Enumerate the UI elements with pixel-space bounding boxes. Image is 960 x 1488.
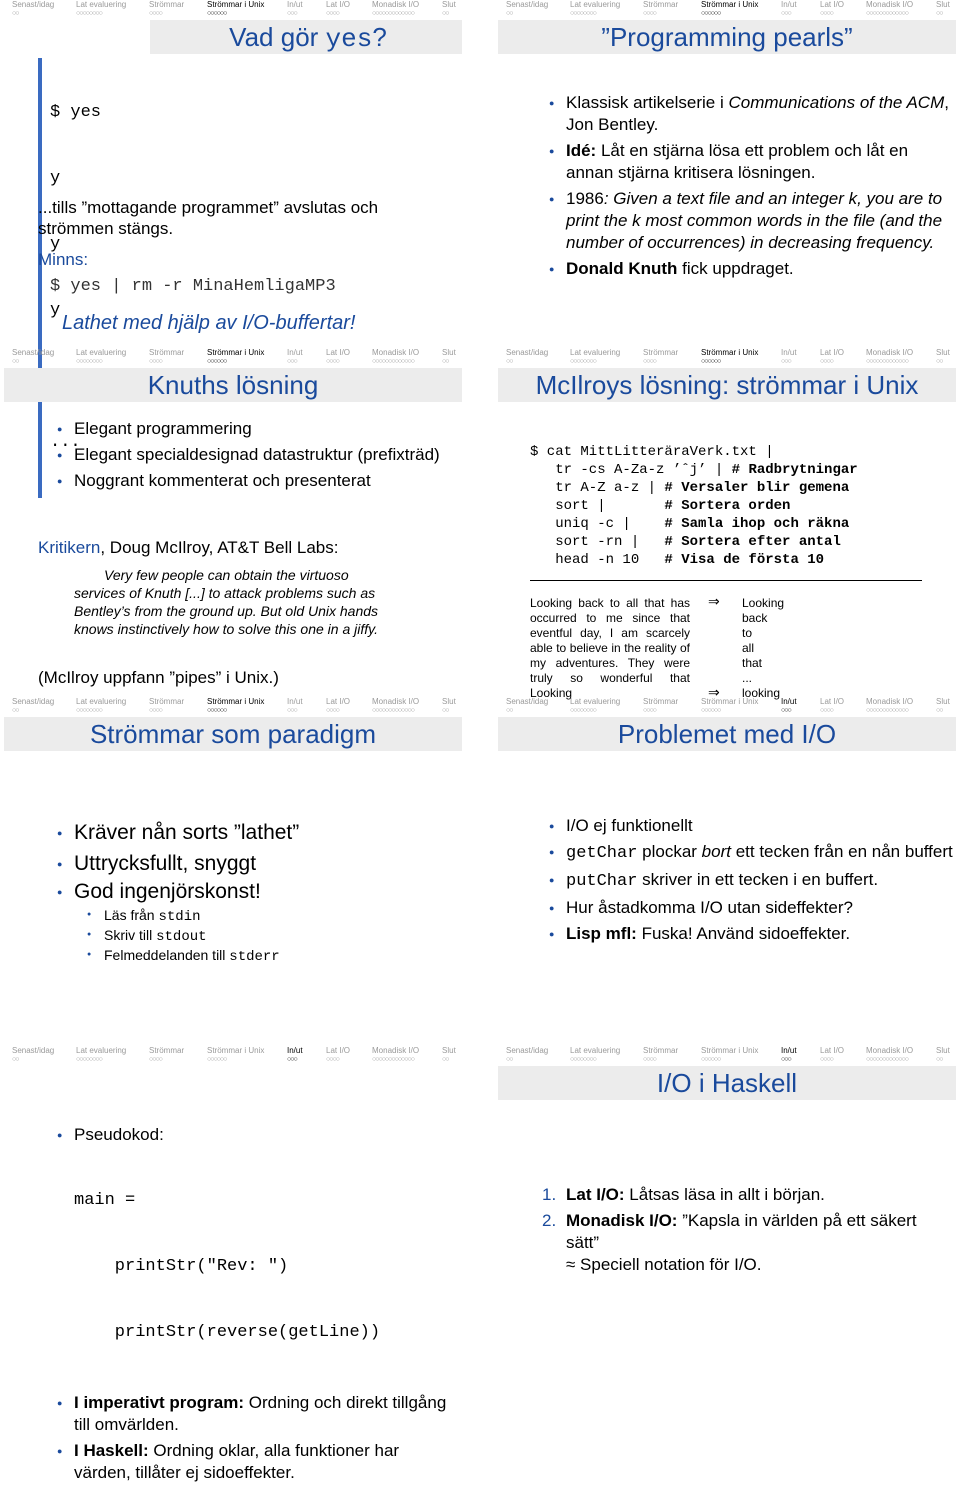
nav-section-label: In/ut — [287, 697, 303, 706]
nav-progress-dots: ○○○○ — [820, 358, 833, 365]
code-comment: # Versaler blir gemena — [664, 480, 850, 496]
nav-section[interactable] — [820, 348, 844, 365]
bullet: ● I Haskell: Ordning oklar, alla funktioner har värden, tillåter ej sidoeffekter. — [52, 1440, 452, 1484]
nav-progress-dots: ○○○○ — [643, 358, 656, 365]
divider — [530, 580, 922, 581]
nav-progress-dots: ○○○ — [781, 358, 791, 365]
nav-progress-dots: ○○○○ — [643, 707, 656, 714]
nav-section[interactable] — [326, 697, 350, 714]
nav-section[interactable] — [287, 0, 303, 17]
code-comment: # Samla ihop och räkna — [664, 516, 850, 532]
bullet: ● getChar plockar bort ett tecken från en nån buffert — [544, 841, 954, 865]
nav-progress-dots: ○○○○ — [149, 358, 162, 365]
nav-bar — [0, 348, 466, 368]
nav-section[interactable] — [76, 348, 126, 365]
sub-bullet: ● Felmeddelanden till stderr — [82, 946, 299, 966]
shell-command: $ cat MittLitteräraVerk.txt | — [530, 444, 774, 460]
nav-section[interactable] — [570, 1046, 620, 1063]
code-line — [530, 497, 858, 515]
nav-section-label: In/ut — [781, 697, 797, 706]
code-line — [530, 551, 858, 569]
nav-section-label: Senast/idag — [12, 697, 55, 706]
nav-section-label: Lat I/O — [820, 1046, 845, 1055]
slide-io-i-haskell — [494, 1046, 960, 1310]
nav-section-label: Lat I/O — [820, 697, 845, 706]
nav-section-label: Senast/idag — [12, 1046, 55, 1055]
nav-section[interactable] — [781, 1046, 797, 1063]
critic-line: Kritikern, Doug McIlroy, AT&T Bell Labs: — [38, 538, 339, 557]
nav-section[interactable] — [506, 697, 548, 714]
word-list — [742, 596, 785, 700]
word-item: Looking — [742, 596, 785, 610]
numbered-item: 2. Monadisk I/O: ”Kapsla in världen på ett säkert sätt” ≈ Speciell notation för I/O. — [542, 1211, 917, 1274]
nav-progress-dots: ○○○○○○ — [207, 707, 227, 714]
bullet: ● Elegant specialdesignad datastruktur (prefixträd) — [52, 444, 452, 466]
code-line — [530, 479, 858, 497]
slide-title: McIlroys lösning: strömmar i Unix — [535, 370, 919, 400]
bullet: ● I imperativt program: Ordning och direkt tillgång till omvärlden. — [52, 1392, 452, 1436]
nav-section-label: Strömmar i Unix — [701, 697, 759, 706]
nav-section-label: Monadisk I/O — [372, 1046, 420, 1055]
nav-progress-dots: ○○○ — [287, 707, 297, 714]
nav-section-label: Lat I/O — [820, 348, 845, 357]
shell-command: uniq -c | — [530, 516, 665, 532]
nav-progress-dots: ○○ — [442, 1056, 449, 1063]
nav-section[interactable] — [372, 0, 419, 17]
arrow-icon: ⇒ — [708, 593, 720, 609]
mcilroy-quote: Very few people can obtain the virtuoso services of Knuth [...] to attack problems such as Bentley’s from the ground up. But old Unix hands knows instinctively how to solve this one in a jiffy. — [74, 567, 379, 637]
nav-section-label: Strömmar — [149, 0, 185, 9]
nav-progress-dots: ○○○○ — [643, 10, 656, 17]
code-comment: # Radbrytningar — [731, 462, 858, 478]
nav-progress-dots: ○○○○ — [820, 10, 833, 17]
slide-content — [52, 819, 299, 966]
nav-progress-dots: ○○○○○○○○○○○○○ — [866, 10, 908, 17]
nav-progress-dots: ○○○○○○ — [701, 10, 721, 17]
nav-section[interactable] — [442, 0, 456, 17]
buffer-note: Lathet med hjälp av I/O-buffertar! — [62, 312, 356, 334]
code-line: ... — [50, 433, 81, 452]
nav-section[interactable] — [781, 348, 797, 365]
nav-section[interactable] — [372, 1046, 419, 1063]
nav-progress-dots: ○○○○○○○○○○○○○ — [866, 1056, 908, 1063]
code-comment: # Visa de första 10 — [664, 552, 825, 568]
slide-content — [544, 92, 954, 284]
nav-section[interactable] — [866, 0, 913, 17]
unix-pipeline — [530, 443, 858, 569]
nav-progress-dots: ○○ — [442, 10, 449, 17]
nav-bar — [0, 1046, 466, 1066]
nav-section-label: Slut — [936, 0, 950, 9]
pseudo-code — [74, 1146, 452, 1388]
nav-section[interactable] — [866, 1046, 913, 1063]
slide-strommar-som-paradigm — [0, 697, 466, 1040]
bullet: ● putChar skriver in ett tecken i en buffert. — [544, 869, 954, 893]
slide-pseudokod — [0, 1046, 466, 1482]
nav-progress-dots: ○○○○ — [643, 1056, 656, 1063]
shell-command: sort -rn | — [530, 534, 665, 550]
pipes-note: (McIlroy uppfann ”pipes” i Unix.) — [38, 668, 279, 687]
nav-section[interactable] — [207, 697, 264, 714]
nav-section-label: In/ut — [781, 348, 797, 357]
nav-section-label: Senast/idag — [506, 1046, 549, 1055]
nav-progress-dots: ○○ — [506, 1056, 513, 1063]
bullet: ● God ingenjörskonst! — [52, 878, 299, 906]
nav-progress-dots: ○○ — [936, 10, 943, 17]
nav-section[interactable] — [207, 0, 264, 17]
nav-section-label: Slut — [442, 697, 456, 706]
nav-section[interactable] — [287, 697, 303, 714]
nav-progress-dots: ○○○○○○○○○○○○○ — [866, 707, 908, 714]
nav-section[interactable] — [207, 348, 264, 365]
nav-section[interactable] — [820, 0, 844, 17]
nav-section-label: Strömmar — [149, 1046, 185, 1055]
nav-section[interactable] — [76, 1046, 126, 1063]
nav-progress-dots: ○○ — [936, 358, 943, 365]
nav-progress-dots: ○○○○○○○○○○○○○ — [372, 1056, 414, 1063]
nav-section-label: Senast/idag — [506, 697, 549, 706]
nav-progress-dots: ○○ — [506, 10, 513, 17]
code-line: printStr(reverse(getLine)) — [74, 1323, 381, 1342]
nav-progress-dots: ○○○ — [781, 10, 791, 17]
nav-section-label: Strömmar — [149, 697, 185, 706]
nav-section[interactable] — [781, 0, 797, 17]
nav-section[interactable] — [570, 0, 620, 17]
nav-bar — [494, 0, 960, 20]
code-line: y — [50, 301, 61, 320]
nav-section[interactable] — [701, 1046, 758, 1063]
nav-section[interactable] — [506, 1046, 548, 1063]
nav-progress-dots: ○○ — [442, 707, 449, 714]
nav-section[interactable] — [570, 348, 620, 365]
nav-progress-dots: ○○○○ — [820, 707, 833, 714]
nav-section-label: Lat evaluering — [570, 1046, 621, 1055]
nav-progress-dots: ○○ — [936, 1056, 943, 1063]
nav-section-label: Monadisk I/O — [866, 0, 914, 9]
code-line — [530, 461, 858, 479]
nav-section-label: Lat evaluering — [76, 0, 127, 9]
nav-section-label: Lat evaluering — [570, 348, 621, 357]
bullet: ● Klassisk artikelserie i Communications of the ACM, Jon Bentley. — [544, 92, 954, 136]
nav-progress-dots: ○○○○○○○○○○○○○ — [372, 358, 414, 365]
nav-progress-dots: ○○○○○○○○○○○○○ — [372, 10, 414, 17]
nav-section-label: In/ut — [287, 0, 303, 9]
nav-section[interactable] — [643, 0, 678, 17]
nav-section[interactable] — [149, 0, 184, 17]
nav-section[interactable] — [326, 1046, 350, 1063]
nav-progress-dots: ○○○○○○○○○○○○○ — [866, 358, 908, 365]
nav-section-label: Strömmar i Unix — [207, 697, 265, 706]
bullet: ● Uttrycksfullt, snyggt — [52, 850, 299, 878]
bullet: ● Pseudokod: — [52, 1124, 452, 1146]
arrow-icon: ⇒ — [708, 684, 720, 700]
nav-section[interactable] — [372, 697, 419, 714]
nav-section-label: Monadisk I/O — [866, 697, 914, 706]
nav-section[interactable] — [287, 1046, 303, 1063]
slide-knuths-losning — [0, 348, 466, 691]
code-line — [530, 443, 858, 461]
nav-progress-dots: ○○○○ — [326, 10, 339, 17]
bullet: ● Donald Knuth fick uppdraget. — [544, 258, 954, 280]
nav-progress-dots: ○○○○ — [149, 10, 162, 17]
nav-section[interactable] — [936, 1046, 950, 1063]
nav-section-label: In/ut — [287, 348, 303, 357]
nav-section[interactable] — [701, 697, 758, 714]
slide-title: I/O i Haskell — [656, 1068, 798, 1098]
nav-bar — [0, 0, 466, 20]
nav-progress-dots: ○○ — [12, 10, 19, 17]
nav-section[interactable] — [287, 348, 303, 365]
nav-section-label: Senast/idag — [12, 0, 55, 9]
nav-bar — [0, 697, 466, 717]
approx-note: ≈ Speciell notation för I/O. — [566, 1255, 762, 1274]
nav-progress-dots: ○○○○○○○○ — [570, 358, 596, 365]
nav-progress-dots: ○○ — [506, 707, 513, 714]
nav-progress-dots: ○○○○ — [326, 358, 339, 365]
code-line: printStr("Rev: ") — [74, 1257, 289, 1276]
nav-section-label: Strömmar i Unix — [701, 0, 759, 9]
nav-progress-dots: ○○○○ — [820, 1056, 833, 1063]
bullet: ● 1986: Given a text file and an integer k, you are to print the k most common words in the file (and the number of occurrences) in decreasing frequency. — [544, 188, 954, 254]
nav-section-label: Strömmar i Unix — [207, 0, 265, 9]
nav-progress-dots: ○○○○○○ — [207, 1056, 227, 1063]
nav-section-label: Strömmar i Unix — [207, 348, 265, 357]
nav-section[interactable] — [326, 0, 350, 17]
nav-section[interactable] — [506, 348, 548, 365]
nav-section[interactable] — [936, 348, 950, 365]
code-line: main = — [74, 1191, 136, 1210]
shell-command: tr -cs A-Za-z ’ˆj’ | — [530, 462, 732, 478]
slide-title: Knuths lösning — [147, 370, 319, 400]
nav-progress-dots: ○○○ — [287, 358, 297, 365]
nav-section[interactable] — [12, 0, 54, 17]
nav-progress-dots: ○○○ — [287, 10, 297, 17]
slide-content — [52, 418, 452, 496]
nav-progress-dots: ○○○○○○ — [207, 358, 227, 365]
nav-section[interactable] — [12, 348, 54, 365]
nav-progress-dots: ○○○○○○○○ — [76, 707, 102, 714]
code-comment: # Sortera orden — [664, 498, 791, 514]
sub-bullet: ● Skriv till stdout — [82, 926, 299, 946]
nav-bar — [494, 697, 960, 717]
nav-progress-dots: ○○○○○○○○○○○○○ — [372, 707, 414, 714]
slide-content — [542, 1184, 952, 1280]
bullet: ● Noggrant kommenterat och presenterat — [52, 470, 452, 492]
nav-progress-dots: ○○○○○○ — [701, 1056, 721, 1063]
nav-section[interactable] — [820, 697, 844, 714]
nav-section-label: Strömmar i Unix — [207, 1046, 265, 1055]
nav-section-label: Monadisk I/O — [372, 0, 420, 9]
word-item: all — [742, 641, 755, 655]
nav-section-label: Senast/idag — [506, 0, 549, 9]
word-item: ... — [742, 671, 753, 685]
slide-content — [52, 1124, 452, 1488]
nav-section[interactable] — [326, 348, 350, 365]
nav-section-label: Strömmar i Unix — [701, 348, 759, 357]
nav-progress-dots: ○○○○○○ — [701, 707, 721, 714]
nav-section[interactable] — [820, 1046, 844, 1063]
nav-section[interactable] — [12, 697, 54, 714]
nav-section[interactable] — [643, 348, 678, 365]
sub-bullet: ● Läs från stdin — [82, 906, 299, 926]
nav-section-label: In/ut — [781, 1046, 797, 1055]
nav-section[interactable] — [701, 0, 758, 17]
nav-progress-dots: ○○ — [442, 358, 449, 365]
nav-section-label: Strömmar — [643, 1046, 679, 1055]
nav-section-label: Lat I/O — [820, 0, 845, 9]
bullet: ● Elegant programmering — [52, 418, 452, 440]
nav-section[interactable] — [643, 697, 678, 714]
nav-section-label: Lat I/O — [326, 0, 351, 9]
code-line — [530, 533, 858, 551]
nav-progress-dots: ○○○ — [781, 1056, 791, 1063]
word-item: to — [742, 626, 753, 640]
nav-section-label: Strömmar — [643, 697, 679, 706]
nav-section[interactable] — [76, 0, 126, 17]
nav-section-label: Monadisk I/O — [372, 348, 420, 357]
nav-progress-dots: ○○○ — [781, 707, 791, 714]
nav-section[interactable] — [701, 348, 758, 365]
word-item: back — [742, 611, 768, 625]
minns-label: Minns: — [38, 250, 89, 269]
nav-section-label: In/ut — [287, 1046, 303, 1055]
slide-title: Problemet med I/O — [617, 719, 837, 749]
nav-section-label: Slut — [442, 1046, 456, 1055]
nav-progress-dots: ○○ — [12, 358, 19, 365]
nav-section-label: Slut — [442, 348, 456, 357]
nav-section[interactable] — [149, 697, 184, 714]
nav-progress-dots: ○○○○○○○○ — [76, 1056, 102, 1063]
nav-progress-dots: ○○○○ — [326, 1056, 339, 1063]
nav-section[interactable] — [149, 1046, 184, 1063]
nav-section[interactable] — [76, 697, 126, 714]
nav-section-label: Slut — [936, 697, 950, 706]
rm-command: $ yes | rm -r MinaHemligaMP3 — [38, 276, 336, 298]
bullet: ● I/O ej funktionellt — [544, 815, 954, 837]
slide-content — [544, 815, 954, 949]
nav-section-label: Lat evaluering — [570, 0, 621, 9]
slide-title: Vad gör yes? — [229, 22, 387, 54]
nav-section-label: Lat evaluering — [76, 1046, 127, 1055]
nav-section-label: Monadisk I/O — [372, 697, 420, 706]
nav-section[interactable] — [442, 1046, 456, 1063]
code-comment: # Sortera efter antal — [664, 534, 841, 550]
slide-title: Strömmar som paradigm — [89, 719, 377, 749]
nav-section-label: Slut — [442, 0, 456, 9]
nav-progress-dots: ○○ — [12, 1056, 19, 1063]
nav-progress-dots: ○○ — [936, 707, 943, 714]
nav-section-label: Lat I/O — [326, 348, 351, 357]
slide-mcilroys-losning — [494, 348, 960, 700]
nav-section[interactable] — [207, 1046, 264, 1063]
nav-section-label: Senast/idag — [506, 348, 549, 357]
nav-section-label: Lat evaluering — [76, 348, 127, 357]
nav-section-label: Senast/idag — [12, 348, 55, 357]
nav-section[interactable] — [781, 697, 797, 714]
nav-progress-dots: ○○○○○○○○ — [570, 10, 596, 17]
passage-text: Looking back to all that has occurred to me since that eventful day, I am scarcely able to believe in the reality of my adventures. They were truly so wonderful that Looking — [530, 596, 690, 700]
nav-section[interactable] — [936, 0, 950, 17]
nav-section[interactable] — [643, 1046, 678, 1063]
nav-section-label: Monadisk I/O — [866, 348, 914, 357]
nav-bar — [494, 1046, 960, 1066]
shell-command: tr A-Z a-z | — [530, 480, 665, 496]
nav-section[interactable] — [372, 348, 419, 365]
bullet: ● Kräver nån sorts ”lathet” — [52, 819, 299, 847]
nav-section-label: Lat I/O — [326, 697, 351, 706]
bullet: ● Idé: Låt en stjärna lösa ett problem och låt en annan stjärna kritisera lösningen. — [544, 140, 954, 184]
slide-programming-pearls — [494, 0, 960, 343]
nav-progress-dots: ○○○○ — [149, 1056, 162, 1063]
nav-progress-dots: ○○○○ — [326, 707, 339, 714]
nav-section[interactable] — [570, 697, 620, 714]
word-item: looking — [742, 686, 781, 700]
word-item: that — [742, 656, 763, 670]
nav-section[interactable] — [149, 348, 184, 365]
code-line — [530, 515, 858, 533]
slide-problemet-med-io — [494, 697, 960, 1040]
nav-progress-dots: ○○○○○○○○ — [76, 358, 102, 365]
nav-section-label: Slut — [936, 348, 950, 357]
nav-section[interactable] — [936, 697, 950, 714]
bullet: ● Lisp mfl: Fuska! Använd sidoeffekter. — [544, 923, 954, 945]
nav-section[interactable] — [442, 697, 456, 714]
nav-section[interactable] — [12, 1046, 54, 1063]
nav-section-label: Strömmar i Unix — [701, 1046, 759, 1055]
nav-section-label: In/ut — [781, 0, 797, 9]
nav-section-label: Lat I/O — [326, 1046, 351, 1055]
nav-progress-dots: ○○○○○○ — [701, 358, 721, 365]
nav-section-label: Slut — [936, 1046, 950, 1055]
nav-section[interactable] — [866, 697, 913, 714]
nav-section-label: Lat evaluering — [570, 697, 621, 706]
nav-progress-dots: ○○○○○○○○ — [76, 10, 102, 17]
nav-progress-dots: ○○○○○○○○ — [570, 1056, 596, 1063]
slide-title: ”Programming pearls” — [601, 22, 853, 52]
numbered-item: 1. Lat I/O: Låtsas läsa in allt i början. — [542, 1185, 825, 1204]
code-line: y — [50, 169, 61, 188]
nav-section-label: Strömmar — [643, 0, 679, 9]
bullet: ● Hur åstadkomma I/O utan sideffekter? — [544, 897, 954, 919]
nav-progress-dots: ○○○○○○ — [207, 10, 227, 17]
code-line: y — [50, 235, 61, 254]
nav-section-label: Strömmar — [149, 348, 185, 357]
nav-progress-dots: ○○○○○○○○ — [570, 707, 596, 714]
nav-progress-dots: ○○ — [12, 707, 19, 714]
nav-section[interactable] — [866, 348, 913, 365]
nav-progress-dots: ○○ — [506, 358, 513, 365]
shell-command: head -n 10 — [530, 552, 665, 568]
code-line: $ yes — [50, 103, 102, 122]
nav-section[interactable] — [442, 348, 456, 365]
nav-section-label: Lat evaluering — [76, 697, 127, 706]
nav-section-label: Strömmar — [643, 348, 679, 357]
nav-bar — [494, 348, 960, 368]
stream-close-text: ...tills ”mottagande programmet” avslutas och strömmen stängs. — [38, 198, 379, 238]
shell-command: sort | — [530, 498, 665, 514]
nav-section-label: Monadisk I/O — [866, 1046, 914, 1055]
nav-progress-dots: ○○○ — [287, 1056, 297, 1063]
nav-section[interactable] — [506, 0, 548, 17]
nav-progress-dots: ○○○○ — [149, 707, 162, 714]
